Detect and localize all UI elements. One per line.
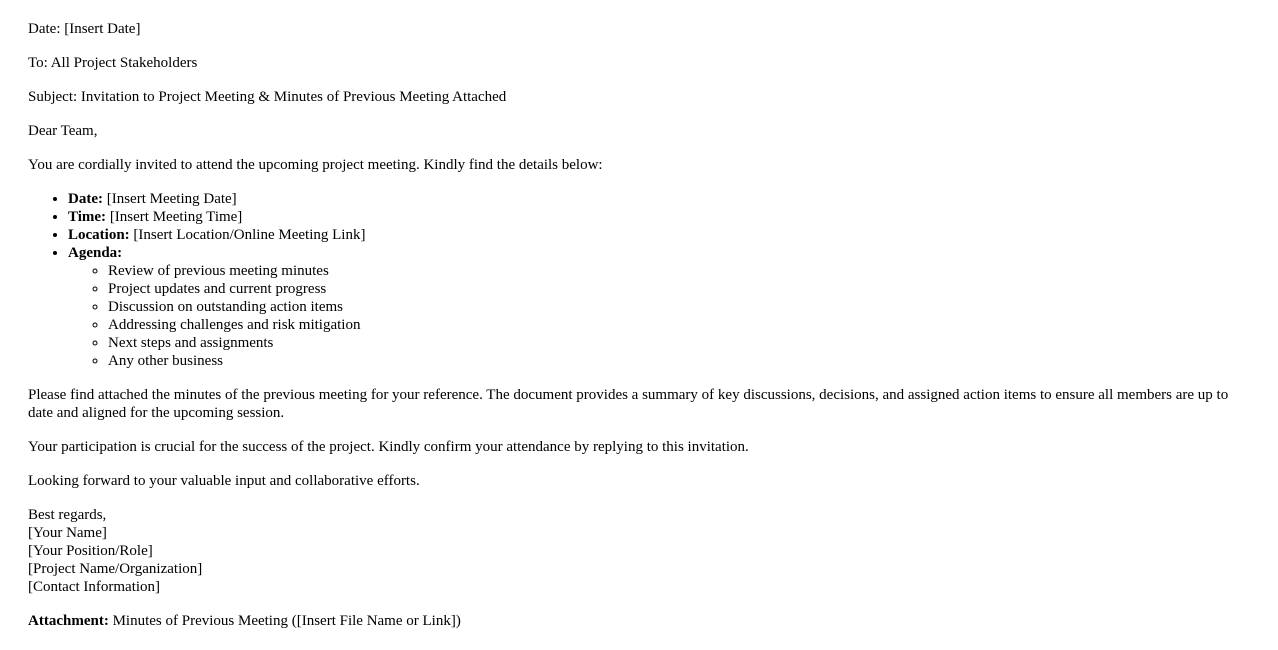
detail-label: Location: bbox=[68, 227, 130, 243]
signature-organization: [Project Name/Organization] bbox=[28, 561, 203, 577]
agenda-list bbox=[68, 262, 1250, 370]
agenda-item: ◦ Next steps and assignments bbox=[108, 334, 1250, 352]
detail-value: [Insert Meeting Date] bbox=[102, 191, 237, 207]
attachment-line bbox=[28, 612, 1250, 630]
detail-value: [Insert Meeting Time] bbox=[106, 209, 243, 225]
participation-paragraph: Your participation is crucial for the success of the project. Kindly confirm your attendance by replying to this invitation. bbox=[28, 439, 749, 455]
detail-item-date bbox=[68, 190, 1250, 208]
agenda-item: ◦ Project updates and current progress bbox=[108, 280, 1250, 298]
detail-item-agenda bbox=[68, 244, 1250, 370]
detail-label: Time: bbox=[68, 209, 107, 225]
detail-label: Agenda: bbox=[68, 245, 123, 261]
minutes-paragraph: Please find attached the minutes of the previous meeting for your reference. The document provides a summary of key discussions, decisions, and assigned action items to ensure all members are up to date and aligned for the upcoming session. bbox=[28, 387, 1229, 421]
attachment-label: Attachment: bbox=[28, 613, 109, 629]
detail-item-time bbox=[68, 208, 1250, 226]
agenda-item: ◦ Discussion on outstanding action items bbox=[108, 298, 1250, 316]
greeting: Dear Team, bbox=[28, 123, 98, 139]
date-line: Date: [Insert Date] bbox=[28, 21, 141, 37]
detail-label: Date: bbox=[68, 191, 103, 207]
subject-line: Subject: Invitation to Project Meeting & Minutes of Previous Meeting Attached bbox=[28, 89, 507, 105]
attachment-value: Minutes of Previous Meeting ([Insert File Name or Link]) bbox=[108, 613, 461, 629]
intro-paragraph: You are cordially invited to attend the upcoming project meeting. Kindly find the details below: bbox=[28, 157, 603, 173]
to-line: To: All Project Stakeholders bbox=[28, 55, 198, 71]
signature-name: [Your Name] bbox=[28, 525, 107, 541]
signature-position: [Your Position/Role] bbox=[28, 543, 153, 559]
sign-off: Best regards, bbox=[28, 507, 107, 523]
detail-item-location bbox=[68, 226, 1250, 244]
detail-value: [Insert Location/Online Meeting Link] bbox=[129, 227, 366, 243]
agenda-item: ◦ Any other business bbox=[108, 352, 1250, 370]
signature-block bbox=[28, 506, 1250, 596]
signature-contact: [Contact Information] bbox=[28, 579, 161, 595]
meeting-details-list bbox=[28, 190, 1250, 370]
agenda-item: ◦ Addressing challenges and risk mitigation bbox=[108, 316, 1250, 334]
agenda-item: ◦ Review of previous meeting minutes bbox=[108, 262, 1250, 280]
closing-paragraph: Looking forward to your valuable input and collaborative efforts. bbox=[28, 473, 420, 489]
